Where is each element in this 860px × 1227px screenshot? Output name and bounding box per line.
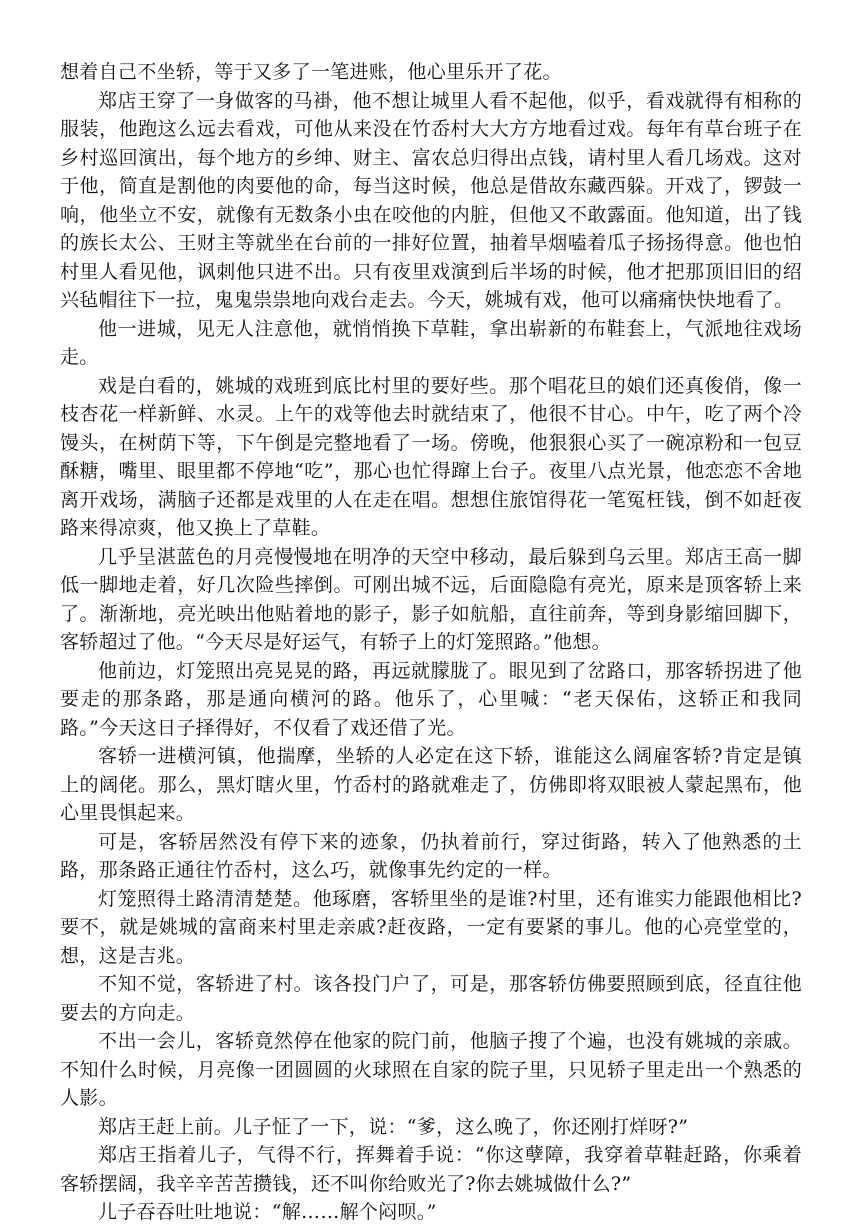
paragraph: 郑店王指着儿子，气得不行，挥舞着手说：“你这孽障，我穿着草鞋赶路，你乘着客轿摆阔，我辛辛苦苦攒钱，还不叫你给败光了?你去姚城做什么?” bbox=[60, 1144, 802, 1195]
paragraph: 不出一会儿，客轿竟然停在他家的院门前，他脑子搜了个遍，也没有姚城的亲戚。不知什么时候，月亮像一团圆圆的火球照在自家的院子里，只见轿子里走出一个熟悉的人影。 bbox=[60, 1030, 802, 1109]
paragraph: 郑店王穿了一身做客的马褂，他不想让城里人看不起他，似乎，看戏就得有相称的服装，他跑这么远去看戏，可他从来没在竹岙村大大方方地看过戏。每年有草台班子在乡村巡回演出，每个地方的乡绅、财主、富农总归得出点钱，请村里人看几场戏。这对于他，简直是割他的肉要他的命，每当这时候，他总是借故东藏西躲。开戏了，锣鼓一响，他坐立不安，就像有无数条小虫在咬他的内脏，但他又不敢露面。他知道，出了钱的族长太公、王财主等就坐在台前的一排好位置，抽着旱烟嗑着瓜子扬扬得意。他也怕村里人看见他，讽刺他只进不出。只有夜里戏演到后半场的时候，他才把那顶旧旧的绍兴毡帽往下一拉，鬼鬼祟祟地向戏台走去。今天，姚城有戏，他可以痛痛快快地看了。 bbox=[60, 89, 802, 311]
paragraph: 儿子吞吞吐吐地说：“解……解个闷呗。” bbox=[98, 1201, 437, 1223]
paragraph: 不知不觉，客轿进了村。该各投门户了，可是，那客轿仿佛要照顾到底，径直往他要去的方向走。 bbox=[60, 973, 802, 1024]
paragraph: 郑店王赶上前。儿子怔了一下，说：“爹，这么晚了，你还刚打烊呀?” bbox=[98, 1115, 689, 1138]
paragraph: 戏是白看的，姚城的戏班到底比村里的要好些。那个唱花旦的娘们还真俊俏，像一枝杏花一样新鲜、水灵。上午的戏等他去时就结束了，他很不甘心。中午，吃了两个冷馒头，在树荫下等，下午倒是完整地看了一场。傍晚，他狠狠心买了一碗凉粉和一包豆酥糖，嘴里、眼里都不停地“吃”，那心也忙得蹿上台子。夜里八点光景，他恋恋不舍地离开戏场，满脑子还都是戏里的人在走在唱。想想住旅馆得花一笔冤枉钱，倒不如赶夜路来得凉爽，他又换上了草鞋。 bbox=[60, 374, 802, 539]
story-text bbox=[60, 58, 802, 1227]
paragraph: 他前边，灯笼照出亮晃晃的路，再远就朦胧了。眼见到了岔路口，那客轿拐进了他要走的那条路，那是通向横河的路。他乐了，心里喊：“老天保佑，这轿正和我同路。”今天这日子择得好，不仅看了戏还借了光。 bbox=[60, 659, 802, 739]
paragraph: 客轿一进横河镇，他揣摩，坐轿的人必定在这下轿，谁能这么阔雇客轿?肯定是镇上的阔佬。那么，黑灯瞎火里，竹岙村的路就难走了，仿佛即将双眼被人蒙起黑布，他心里畏惧起来。 bbox=[60, 745, 802, 824]
paragraph: 他一进城，见无人注意他，就悄悄换下草鞋，拿出崭新的布鞋套上，气派地往戏场走。 bbox=[60, 317, 802, 368]
paragraph: 几乎呈湛蓝色的月亮慢慢地在明净的天空中移动，最后躲到乌云里。郑店王高一脚低一脚地走着，好几次险些摔倒。可刚出城不远，后面隐隐有亮光，原来是顶客轿上来了。渐渐地，亮光映出他贴着地的影子，影子如航船，直往前奔，等到身影缩回脚下，客轿超过了他。“今天尽是好运气，有轿子上的灯笼照路。”他想。 bbox=[60, 545, 802, 653]
paragraph: 可是，客轿居然没有停下来的迹象，仍执着前行，穿过街路，转入了他熟悉的土路，那条路正通往竹岙村，这么巧，就像事先约定的一样。 bbox=[60, 830, 802, 881]
paragraph: 灯笼照得土路清清楚楚。他琢磨，客轿里坐的是谁?村里，还有谁实力能跟他相比?要不，就是姚城的富商来村里走亲戚?赶夜路，一定有要紧的事儿。他的心亮堂堂的，想，这是吉兆。 bbox=[60, 887, 802, 967]
paragraph: 想着自己不坐轿，等于又多了一笔进账，他心里乐开了花。 bbox=[60, 61, 562, 83]
